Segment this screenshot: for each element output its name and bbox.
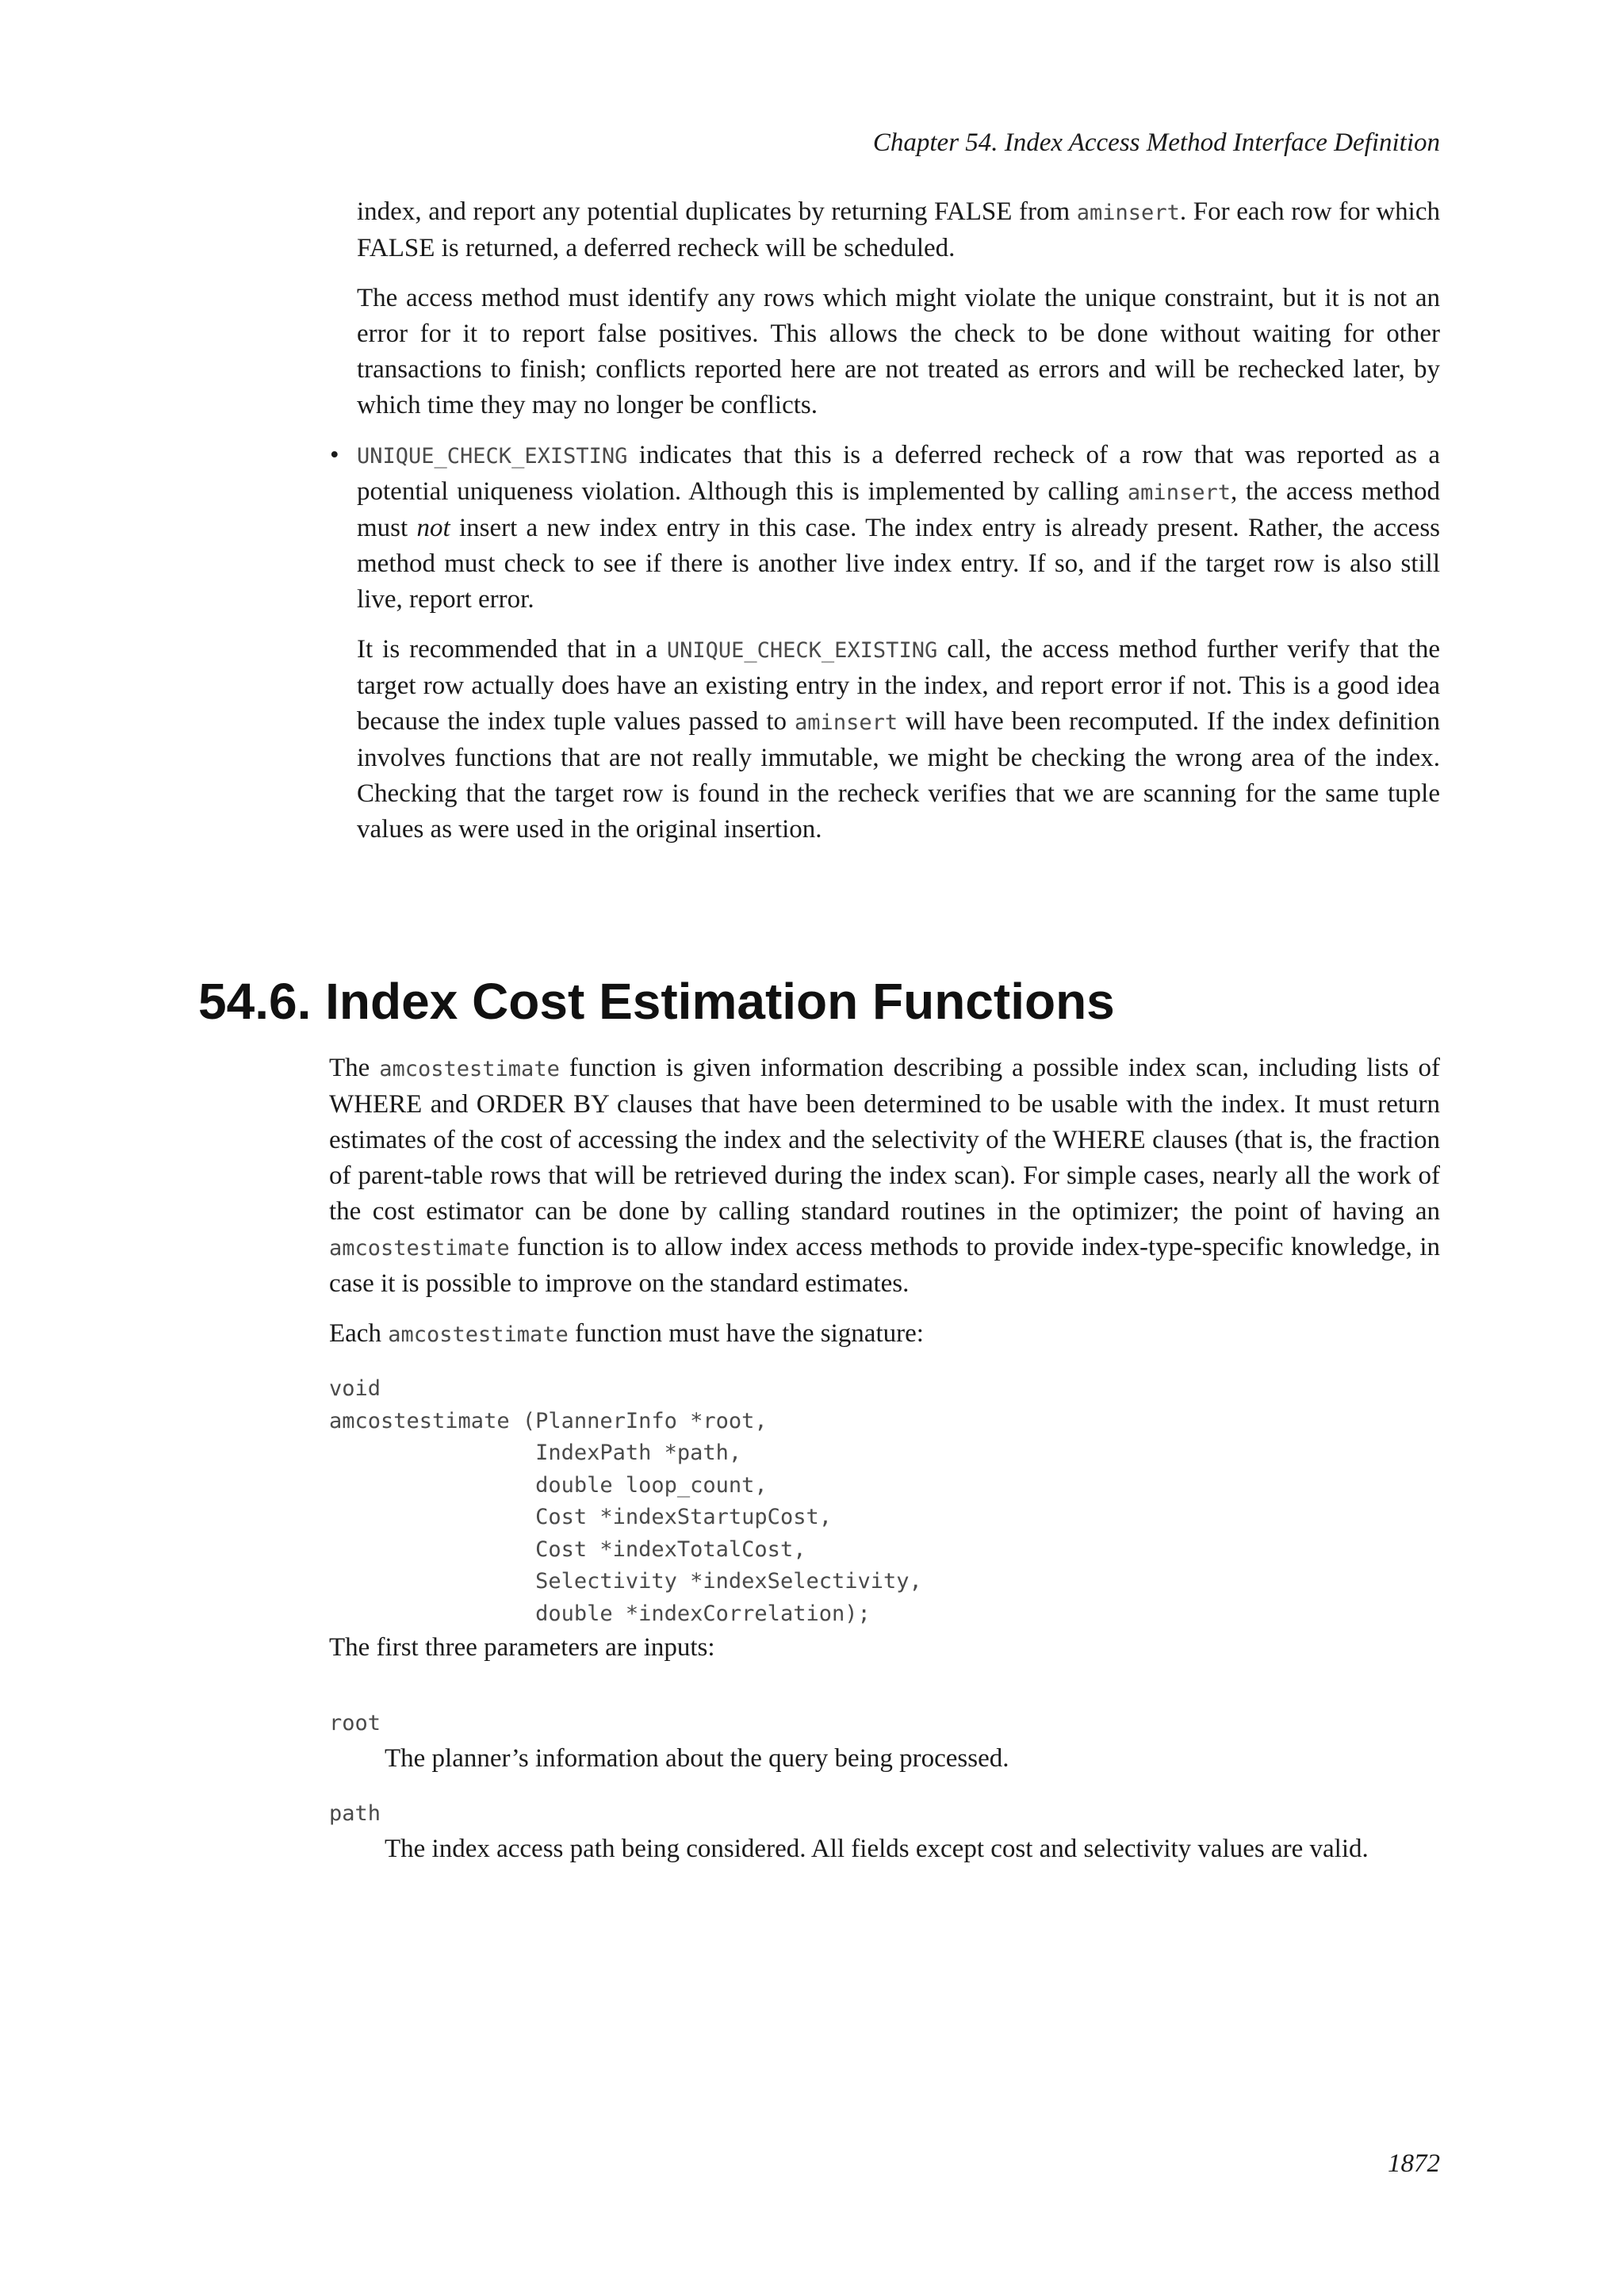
parameter-term: path: [329, 1801, 381, 1826]
paragraph: The first three parameters are inputs:: [329, 1633, 715, 1662]
page-number: 1872: [1388, 2149, 1440, 2178]
section-heading: 54.6. Index Cost Estimation Functions: [198, 973, 1115, 1030]
parameter-list: [329, 1705, 1440, 1867]
inline-code: aminsert: [795, 710, 898, 735]
upper-text-block: [330, 194, 1441, 862]
inline-code: amcostestimate: [388, 1322, 569, 1347]
emphasis: not: [416, 514, 450, 542]
parameter-description: The planner’s information about the query being processed.: [385, 1744, 1009, 1773]
inline-code: amcostestimate: [329, 1236, 510, 1261]
paragraph: index, and report any potential duplicates by returning FALSE from aminsert. For each row for which FALSE is returned, a deferred recheck will be scheduled.: [357, 197, 1440, 262]
bullet-list: [330, 438, 1441, 848]
paragraph: UNIQUE_CHECK_EXISTING indicates that this is a deferred recheck of a row that was reported as a potential uniqueness violation. Although this is implemented by calling aminsert, the access method must not insert a new index entry in this case. The index entry is already present. Rather, the access method must check to see if there is another live index entry. If so, and if the target row is also still live, report error.: [357, 441, 1441, 614]
paragraph: The amcostestimate function is given information describing a possible index scan, including lists of WHERE and ORDER BY clauses that have been determined to be usable with the index. It must return estimates of the cost of accessing the index and the selectivity of the WHERE clauses (that is, the fraction of parent-table rows that will be retrieved during the index scan). For simple cases, nearly all the work of the cost estimator can be done by calling standard routines in the optimizer; the point of having an amcostestimate function is to allow index access methods to provide index-type-specific knowledge, in case it is possible to improve on the standard estimates.: [329, 1054, 1440, 1298]
paragraph: Each amcostestimate function must have the signature:: [329, 1319, 924, 1348]
bullet-marker: •: [330, 441, 339, 469]
inline-code: UNIQUE_CHECK_EXISTING: [357, 444, 628, 469]
parameter-description: The index access path being considered. All fields except cost and selectivity values are valid.: [385, 1835, 1369, 1863]
parameter-term: root: [329, 1711, 381, 1735]
function-signature-code: void amcostestimate (PlannerInfo *root, IndexPath *path, double loop_count, Cost *indexStartupCost, Cost *indexTotalCost, Selectivity *indexSelectivity, double *indexCorrelation);: [329, 1376, 922, 1626]
inline-code: aminsert: [1076, 201, 1180, 225]
inline-code: aminsert: [1127, 480, 1231, 505]
list-item: [330, 438, 1441, 848]
running-header: Chapter 54. Index Access Method Interface Definition: [872, 128, 1440, 157]
inline-code: amcostestimate: [379, 1057, 560, 1081]
paragraph: It is recommended that in a UNIQUE_CHECK_EXISTING call, the access method further verify that the target row actually does have an existing entry in the index, and report error if not. This is a good idea because the index tuple values passed to aminsert will have been recomputed. If the index definition involves functions that are not really immutable, we might be checking the wrong area of the index. Checking that the target row is found in the recheck verifies that we are scanning for the same tuple values as were used in the original insertion.: [357, 635, 1440, 844]
paragraph: The access method must identify any rows which might violate the unique constraint, but it is not an error for it to report false positives. This allows the check to be done without waiting for other transactions to finish; conflicts reported here are not treated as errors and will be rechecked later, by which time they may no longer be conflicts.: [357, 284, 1440, 419]
inline-code: UNIQUE_CHECK_EXISTING: [666, 638, 938, 663]
section-body: [329, 1050, 1440, 1886]
